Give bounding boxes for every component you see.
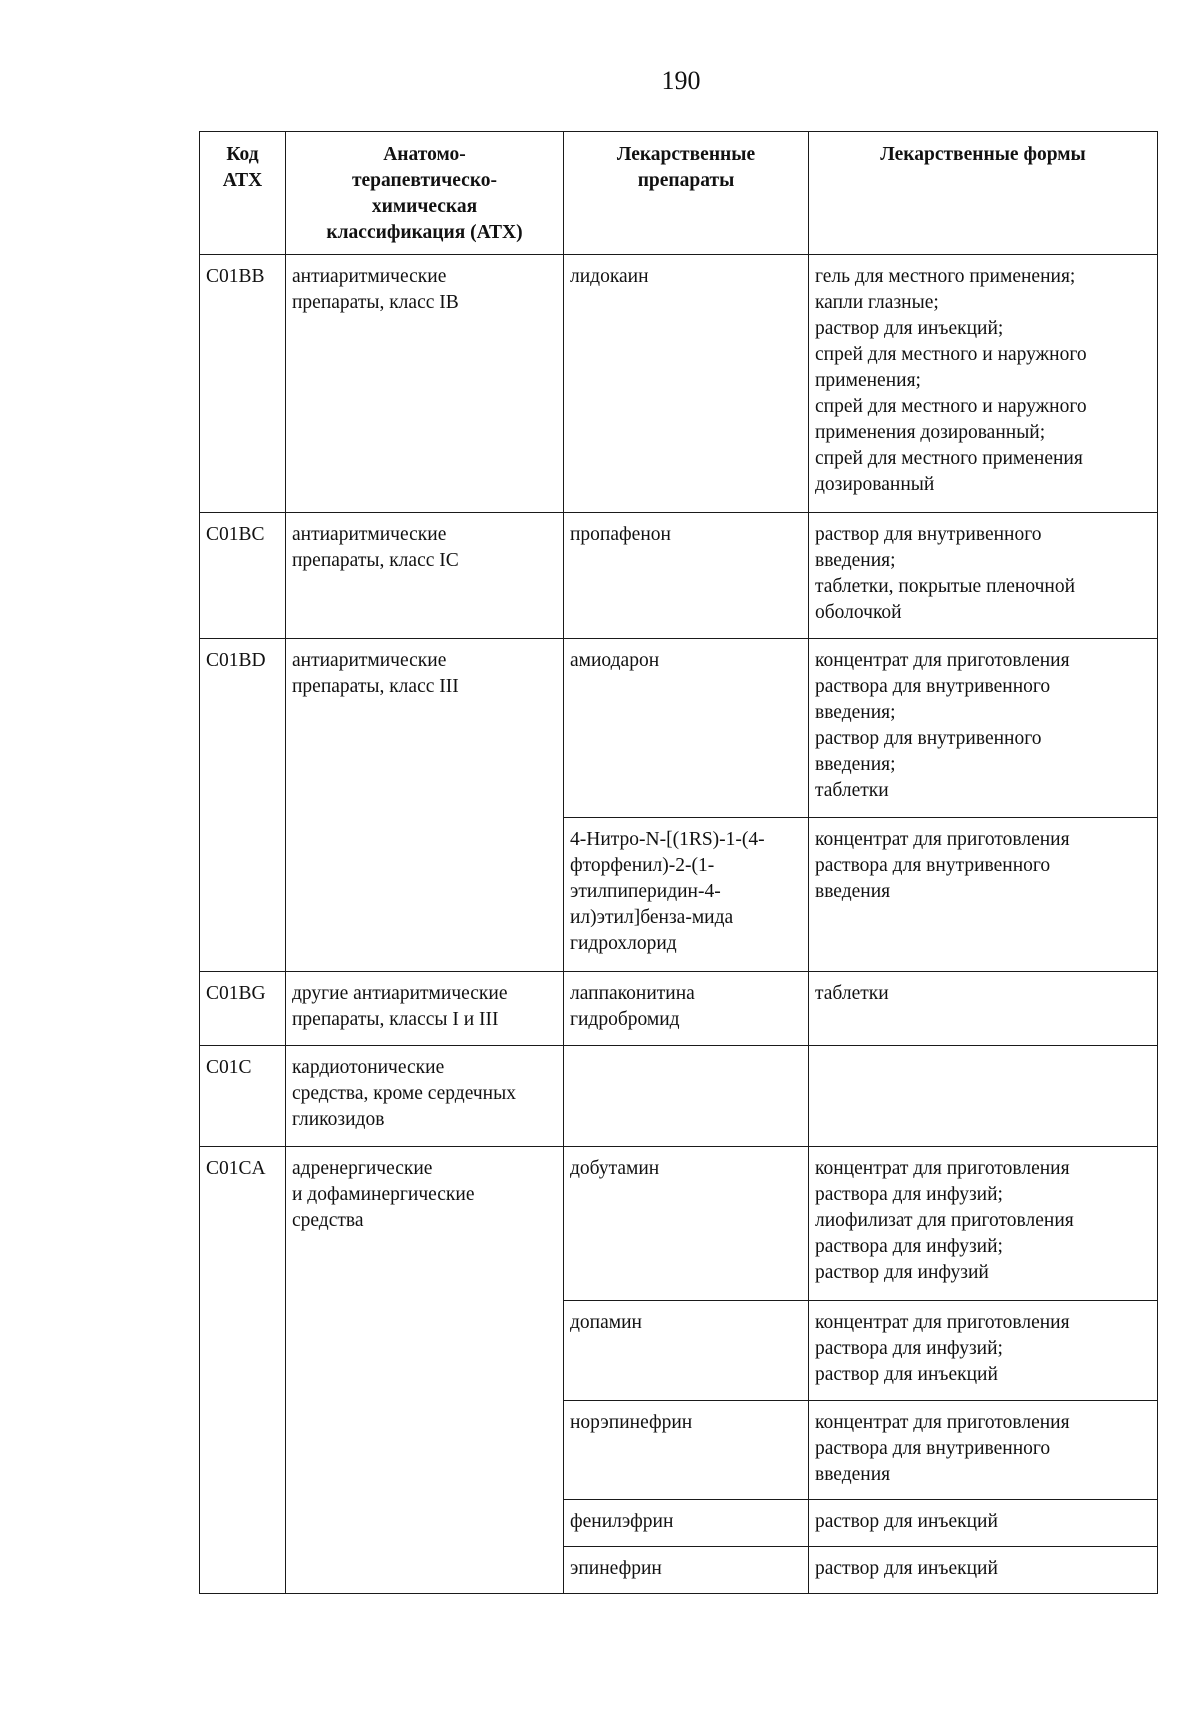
classification-cell — [286, 639, 564, 972]
dosage-forms-cell — [809, 255, 1158, 513]
table-row — [200, 1147, 1158, 1301]
drug-name-line: эпинефрин — [570, 1558, 662, 1579]
drug-name-line: гидрохлорид — [570, 933, 677, 954]
header-code: Код АТХ — [200, 132, 286, 255]
drug-name-cell — [564, 1401, 809, 1500]
dosage-form-line: раствор для инъекций — [815, 1558, 998, 1579]
classification-line: гликозидов — [292, 1109, 385, 1130]
atx-code-cell: C01BD — [200, 639, 286, 972]
dosage-form-line: раствор для внутривенного — [815, 728, 1042, 749]
dosage-form-line: спрей для местного применения — [815, 448, 1083, 469]
drug-name-line: допамин — [570, 1312, 642, 1333]
dosage-form-line: таблетки — [815, 983, 889, 1004]
atx-code-cell: C01CA — [200, 1147, 286, 1594]
dosage-forms-cell — [809, 972, 1158, 1046]
dosage-form-line: раствора для инфузий; — [815, 1338, 1003, 1359]
dosage-form-line: раствор для инъекций — [815, 1364, 998, 1385]
header-drugs: Лекарственные препараты — [564, 132, 809, 255]
classification-line: антиаритмические — [292, 650, 447, 671]
dosage-form-line: введения; — [815, 754, 896, 775]
atx-code-cell: C01BB — [200, 255, 286, 513]
dosage-forms-cell — [809, 1401, 1158, 1500]
drug-name-cell — [564, 1147, 809, 1301]
drug-name-cell — [564, 1046, 809, 1147]
table-row — [200, 513, 1158, 639]
drug-name-line: амиодарон — [570, 650, 660, 671]
dosage-form-line: раствор для инъекций — [815, 1511, 998, 1532]
dosage-form-line: раствора для инфузий; — [815, 1236, 1003, 1257]
dosage-forms-cell — [809, 1301, 1158, 1401]
dosage-form-line: капли глазные; — [815, 292, 939, 313]
dosage-forms-cell — [809, 1147, 1158, 1301]
classification-line: кардиотонические — [292, 1057, 445, 1078]
dosage-form-line: дозированный — [815, 474, 935, 495]
classification-line: другие антиаритмические — [292, 983, 508, 1004]
table-row — [200, 255, 1158, 513]
dosage-form-line: раствор для инфузий — [815, 1262, 989, 1283]
classification-line: и дофаминергические — [292, 1184, 475, 1205]
atx-drug-table — [199, 131, 1158, 1594]
table-header-row — [200, 132, 1158, 255]
drug-name-line: ил)этил]бенза-мида — [570, 907, 734, 928]
dosage-forms-cell — [809, 513, 1158, 639]
drug-name-line: фенилэфрин — [570, 1511, 674, 1532]
dosage-form-line: введения — [815, 1464, 891, 1485]
dosage-form-line: раствора для внутривенного — [815, 855, 1051, 876]
dosage-form-line: раствора для внутривенного — [815, 1438, 1051, 1459]
page-number: 190 — [661, 66, 701, 95]
classification-line: средства, кроме сердечных — [292, 1083, 516, 1104]
drug-name-cell — [564, 1547, 809, 1594]
drug-name-line: 4-Нитро-N-[(1RS)-1-(4- — [570, 829, 765, 850]
table-row — [200, 972, 1158, 1046]
dosage-form-line: концентрат для приготовления — [815, 1158, 1070, 1179]
dosage-form-line: таблетки, покрытые пленочной — [815, 576, 1076, 597]
classification-cell — [286, 255, 564, 513]
dosage-form-line: раствора для инфузий; — [815, 1184, 1003, 1205]
dosage-forms-cell — [809, 818, 1158, 972]
drug-name-cell — [564, 818, 809, 972]
dosage-form-line: таблетки — [815, 780, 889, 801]
dosage-form-line: концентрат для приготовления — [815, 1412, 1070, 1433]
dosage-forms-cell — [809, 1547, 1158, 1594]
dosage-form-line: концентрат для приготовления — [815, 829, 1070, 850]
drug-name-cell — [564, 1500, 809, 1547]
classification-line: антиаритмические — [292, 524, 447, 545]
dosage-form-line: применения; — [815, 370, 921, 391]
drug-name-line: пропафенон — [570, 524, 671, 545]
drug-name-line: гидробромид — [570, 1009, 680, 1030]
classification-line: средства — [292, 1210, 364, 1231]
drug-name-cell — [564, 1301, 809, 1401]
dosage-form-line: лиофилизат для приготовления — [815, 1210, 1074, 1231]
drug-name-cell — [564, 639, 809, 818]
table-row — [200, 1046, 1158, 1147]
drug-name-cell — [564, 513, 809, 639]
drug-name-line: этилпиперидин-4- — [570, 881, 721, 902]
dosage-form-line: концентрат для приготовления — [815, 1312, 1070, 1333]
classification-cell — [286, 1046, 564, 1147]
dosage-form-line: раствор для внутривенного — [815, 524, 1042, 545]
classification-line: препараты, класс IC — [292, 550, 459, 571]
dosage-form-line: спрей для местного и наружного — [815, 344, 1087, 365]
dosage-form-line: раствора для внутривенного — [815, 676, 1051, 697]
dosage-form-line: раствор для инъекций; — [815, 318, 1004, 339]
atx-code-cell: C01C — [200, 1046, 286, 1147]
drug-name-line: фторфенил)-2-(1- — [570, 855, 715, 876]
classification-line: препараты, класс III — [292, 676, 459, 697]
dosage-form-line: введения — [815, 881, 891, 902]
dosage-form-line: гель для местного применения; — [815, 266, 1076, 287]
dosage-forms-cell — [809, 1046, 1158, 1147]
classification-line: препараты, класс IB — [292, 292, 459, 313]
classification-line: антиаритмические — [292, 266, 447, 287]
classification-cell — [286, 513, 564, 639]
classification-line: адренергические — [292, 1158, 433, 1179]
dosage-form-line: применения дозированный; — [815, 422, 1046, 443]
header-classification: Анатомо- терапевтическо- химическая классификация (АТХ) — [286, 132, 564, 255]
classification-line: препараты, классы I и III — [292, 1009, 499, 1030]
dosage-form-line: введения; — [815, 702, 896, 723]
dosage-form-line: концентрат для приготовления — [815, 650, 1070, 671]
drug-name-line: лидокаин — [570, 266, 649, 287]
classification-cell — [286, 1147, 564, 1594]
drug-name-line: добутамин — [570, 1158, 660, 1179]
dosage-forms-cell — [809, 639, 1158, 818]
drug-name-cell — [564, 972, 809, 1046]
drug-name-line: норэпинефрин — [570, 1412, 693, 1433]
table-row — [200, 639, 1158, 818]
table-body — [200, 255, 1158, 1594]
drug-name-line: лаппаконитина — [570, 983, 695, 1004]
dosage-forms-cell — [809, 1500, 1158, 1547]
dosage-form-line: оболочкой — [815, 602, 902, 623]
atx-code-cell: C01BG — [200, 972, 286, 1046]
classification-cell — [286, 972, 564, 1046]
header-forms: Лекарственные формы — [809, 132, 1158, 255]
atx-code-cell: C01BC — [200, 513, 286, 639]
drug-name-cell — [564, 255, 809, 513]
dosage-form-line: спрей для местного и наружного — [815, 396, 1087, 417]
dosage-form-line: введения; — [815, 550, 896, 571]
